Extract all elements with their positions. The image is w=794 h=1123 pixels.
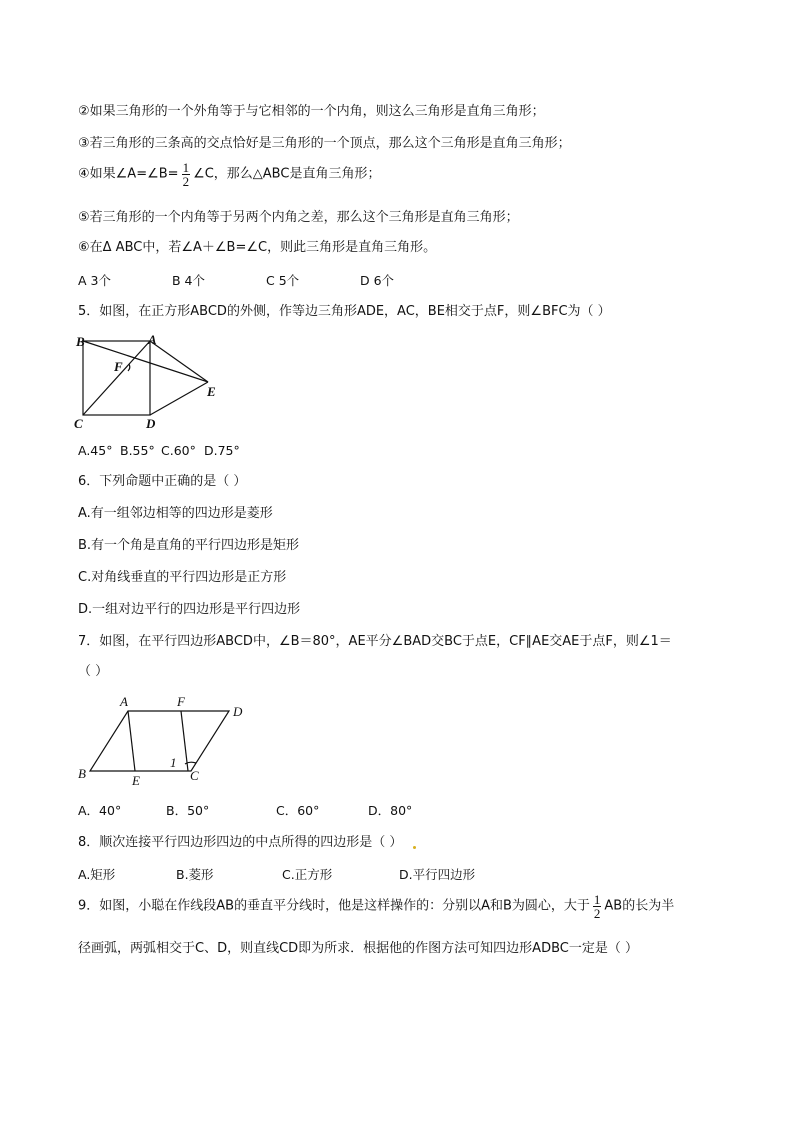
fraction-numerator: 1 [593, 892, 601, 907]
q5-stem: 5．如图，在正方形ABCD的外侧，作等边三角形ADE，AC，BE相交于点F，则∠BFC为（ ） [78, 304, 611, 319]
label-a: A [148, 332, 157, 347]
q7-stem-line1: 7．如图，在平行四边形ABCD中，∠B＝80°，AE平分∠BAD交BC于点E，CF∥AE交AE于点F，则∠1＝ [78, 634, 672, 649]
q8-option-c: C.正方形 [282, 867, 333, 882]
q8-option-a: A.矩形 [78, 867, 116, 882]
q5-options [78, 443, 240, 459]
label-a: A [120, 694, 128, 709]
q6-stem: 6．下列命题中正确的是（ ） [78, 474, 247, 489]
q9-line1 [78, 893, 674, 920]
q4-option-c: C 5个 [266, 273, 300, 288]
q4-option-d: D 6个 [360, 273, 395, 288]
q7-option-b: B．50° [166, 803, 210, 818]
q6-option-b: B.有一个角是直角的平行四边形是矩形 [78, 538, 300, 553]
q7-option-a: A．40° [78, 803, 122, 818]
statement-4-prefix: ④如果∠A=∠B= [78, 166, 179, 182]
q8-option-b: B.菱形 [176, 867, 214, 882]
q5-option-a: A.45° [78, 443, 113, 458]
q8-stem: 8．顺次连接平行四边形四边的中点所得的四边形是（ ） [78, 835, 403, 850]
label-e: E [207, 384, 216, 399]
label-b: B [78, 766, 86, 781]
label-f: F [177, 694, 185, 709]
q4-option-a: A 3个 [78, 273, 111, 288]
fraction-one-half [182, 161, 191, 188]
statement-6: ⑥在Δ ABC中，若∠A＋∠B=∠C，则此三角形是直角三角形。 [78, 240, 437, 255]
q7-options [78, 803, 412, 819]
label-d: D [233, 704, 243, 719]
segment-be [83, 341, 208, 382]
q5-option-c: C.60° [161, 443, 196, 458]
fraction-numerator: 1 [182, 160, 190, 175]
yellow-dot [413, 846, 416, 849]
fraction-denominator: 2 [593, 906, 601, 921]
q9-line1-suffix: AB的长为半 [604, 898, 675, 914]
q4-option-b: B 4个 [172, 273, 206, 288]
q4-options [78, 273, 394, 289]
fraction-one-half [593, 893, 602, 920]
fraction-denominator: 2 [182, 174, 190, 189]
q7-option-c: C．60° [276, 803, 320, 818]
segment-ae [128, 711, 135, 771]
q9-line2: 径画弧，两弧相交于C、D，则直线CD即为所求．根据他的作图方法可知四边形ADBC一定是（ ） [78, 941, 638, 956]
statement-2: ②如果三角形的一个外角等于与它相邻的一个内角，则这么三角形是直角三角形； [78, 104, 545, 119]
label-angle-1: 1 [170, 755, 177, 770]
statement-5: ⑤若三角形的一个内角等于另两个内角之差，那么这个三角形是直角三角形； [78, 210, 519, 225]
q7-stem-line2: （ ） [78, 664, 109, 679]
parallelogram-abcd [90, 711, 229, 771]
statement-4 [78, 161, 380, 188]
q5-figure [70, 330, 230, 434]
segment-de [150, 382, 208, 415]
q7-option-d: D．80° [368, 803, 413, 818]
q6-option-a: A.有一组邻边相等的四边形是菱形 [78, 506, 273, 521]
q5-option-d: D.75° [204, 443, 240, 458]
label-c: C [74, 416, 83, 431]
q6-option-c: C.对角线垂直的平行四边形是正方形 [78, 570, 287, 585]
label-f: F [114, 359, 123, 374]
label-d: D [146, 416, 156, 431]
label-e: E [132, 773, 140, 788]
segment-fc [181, 711, 188, 771]
q9-line1-prefix: 9．如图，小聪在作线段AB的垂直平分线时，他是这样操作的：分别以A和B为圆心，大于 [78, 898, 590, 914]
label-b: B [76, 334, 85, 349]
q8-options [78, 867, 475, 883]
statement-3: ③若三角形的三条高的交点恰好是三角形的一个顶点，那么这个三角形是直角三角形； [78, 136, 571, 151]
segment-ae [150, 341, 208, 382]
q8-option-d: D.平行四边形 [399, 867, 476, 882]
q7-figure [72, 693, 262, 789]
label-c: C [190, 768, 199, 783]
q5-option-b: B.55° [120, 443, 155, 458]
statement-4-suffix: ∠C，那么△ABC是直角三角形； [193, 166, 381, 182]
q6-option-d: D.一组对边平行的四边形是平行四边形 [78, 602, 301, 617]
